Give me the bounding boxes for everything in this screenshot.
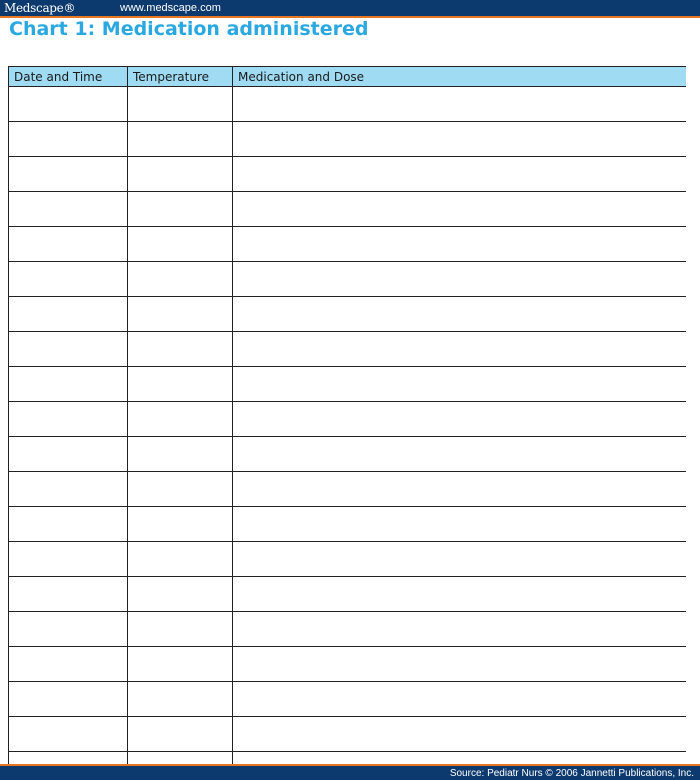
column-header-temperature: Temperature [128,67,233,87]
cell-medication-dose [233,157,687,192]
table-row [9,87,687,122]
table-row [9,402,687,437]
cell-medication-dose [233,647,687,682]
cell-temperature [128,437,233,472]
cell-date-time [9,87,128,122]
cell-temperature [128,717,233,752]
column-header-date-time: Date and Time [9,67,128,87]
cell-temperature [128,472,233,507]
cell-medication-dose [233,577,687,612]
cell-temperature [128,332,233,367]
cell-medication-dose [233,682,687,717]
cell-date-time [9,262,128,297]
cell-temperature [128,262,233,297]
table-header-row [9,67,687,87]
cell-medication-dose [233,332,687,367]
cell-medication-dose [233,297,687,332]
table-row [9,577,687,612]
cell-medication-dose [233,612,687,647]
table-row [9,437,687,472]
cell-date-time [9,192,128,227]
cell-temperature [128,87,233,122]
table-row [9,122,687,157]
table-row [9,227,687,262]
table-row [9,682,687,717]
cell-temperature [128,192,233,227]
table-row [9,717,687,752]
medscape-logo[interactable]: Medscape® [4,1,76,15]
medication-table [8,66,686,766]
table-row [9,542,687,577]
cell-date-time [9,542,128,577]
cell-medication-dose [233,472,687,507]
table-row [9,192,687,227]
table-row [9,367,687,402]
top-banner [0,0,700,18]
column-header-medication-dose: Medication and Dose [233,67,687,87]
cell-temperature [128,367,233,402]
cell-date-time [9,507,128,542]
cell-temperature [128,612,233,647]
cell-date-time [9,227,128,262]
source-credit: Source: Pediatr Nurs © 2006 Jannetti Publications, Inc. [449,768,694,779]
table-row [9,262,687,297]
medication-table-container [8,66,686,766]
cell-date-time [9,332,128,367]
cell-temperature [128,297,233,332]
table-row [9,157,687,192]
cell-date-time [9,157,128,192]
cell-date-time [9,402,128,437]
cell-date-time [9,577,128,612]
table-row [9,472,687,507]
cell-date-time [9,472,128,507]
cell-medication-dose [233,122,687,157]
cell-temperature [128,507,233,542]
cell-medication-dose [233,367,687,402]
cell-date-time [9,437,128,472]
table-row [9,297,687,332]
cell-date-time [9,682,128,717]
cell-medication-dose [233,507,687,542]
bottom-banner [0,764,700,780]
cell-temperature [128,542,233,577]
cell-date-time [9,612,128,647]
cell-temperature [128,402,233,437]
site-url-link[interactable]: www.medscape.com [120,2,221,14]
cell-date-time [9,717,128,752]
cell-date-time [9,297,128,332]
cell-medication-dose [233,262,687,297]
table-row [9,332,687,367]
cell-temperature [128,647,233,682]
table-row [9,507,687,542]
cell-medication-dose [233,227,687,262]
cell-medication-dose [233,402,687,437]
cell-date-time [9,367,128,402]
cell-medication-dose [233,542,687,577]
cell-date-time [9,647,128,682]
table-body [9,87,687,767]
cell-date-time [9,122,128,157]
cell-temperature [128,577,233,612]
table-row [9,612,687,647]
cell-medication-dose [233,437,687,472]
cell-medication-dose [233,192,687,227]
cell-temperature [128,227,233,262]
table-row [9,647,687,682]
cell-medication-dose [233,87,687,122]
cell-temperature [128,157,233,192]
cell-temperature [128,122,233,157]
page-title: Chart 1: Medication administered [9,18,369,40]
cell-medication-dose [233,717,687,752]
cell-temperature [128,682,233,717]
